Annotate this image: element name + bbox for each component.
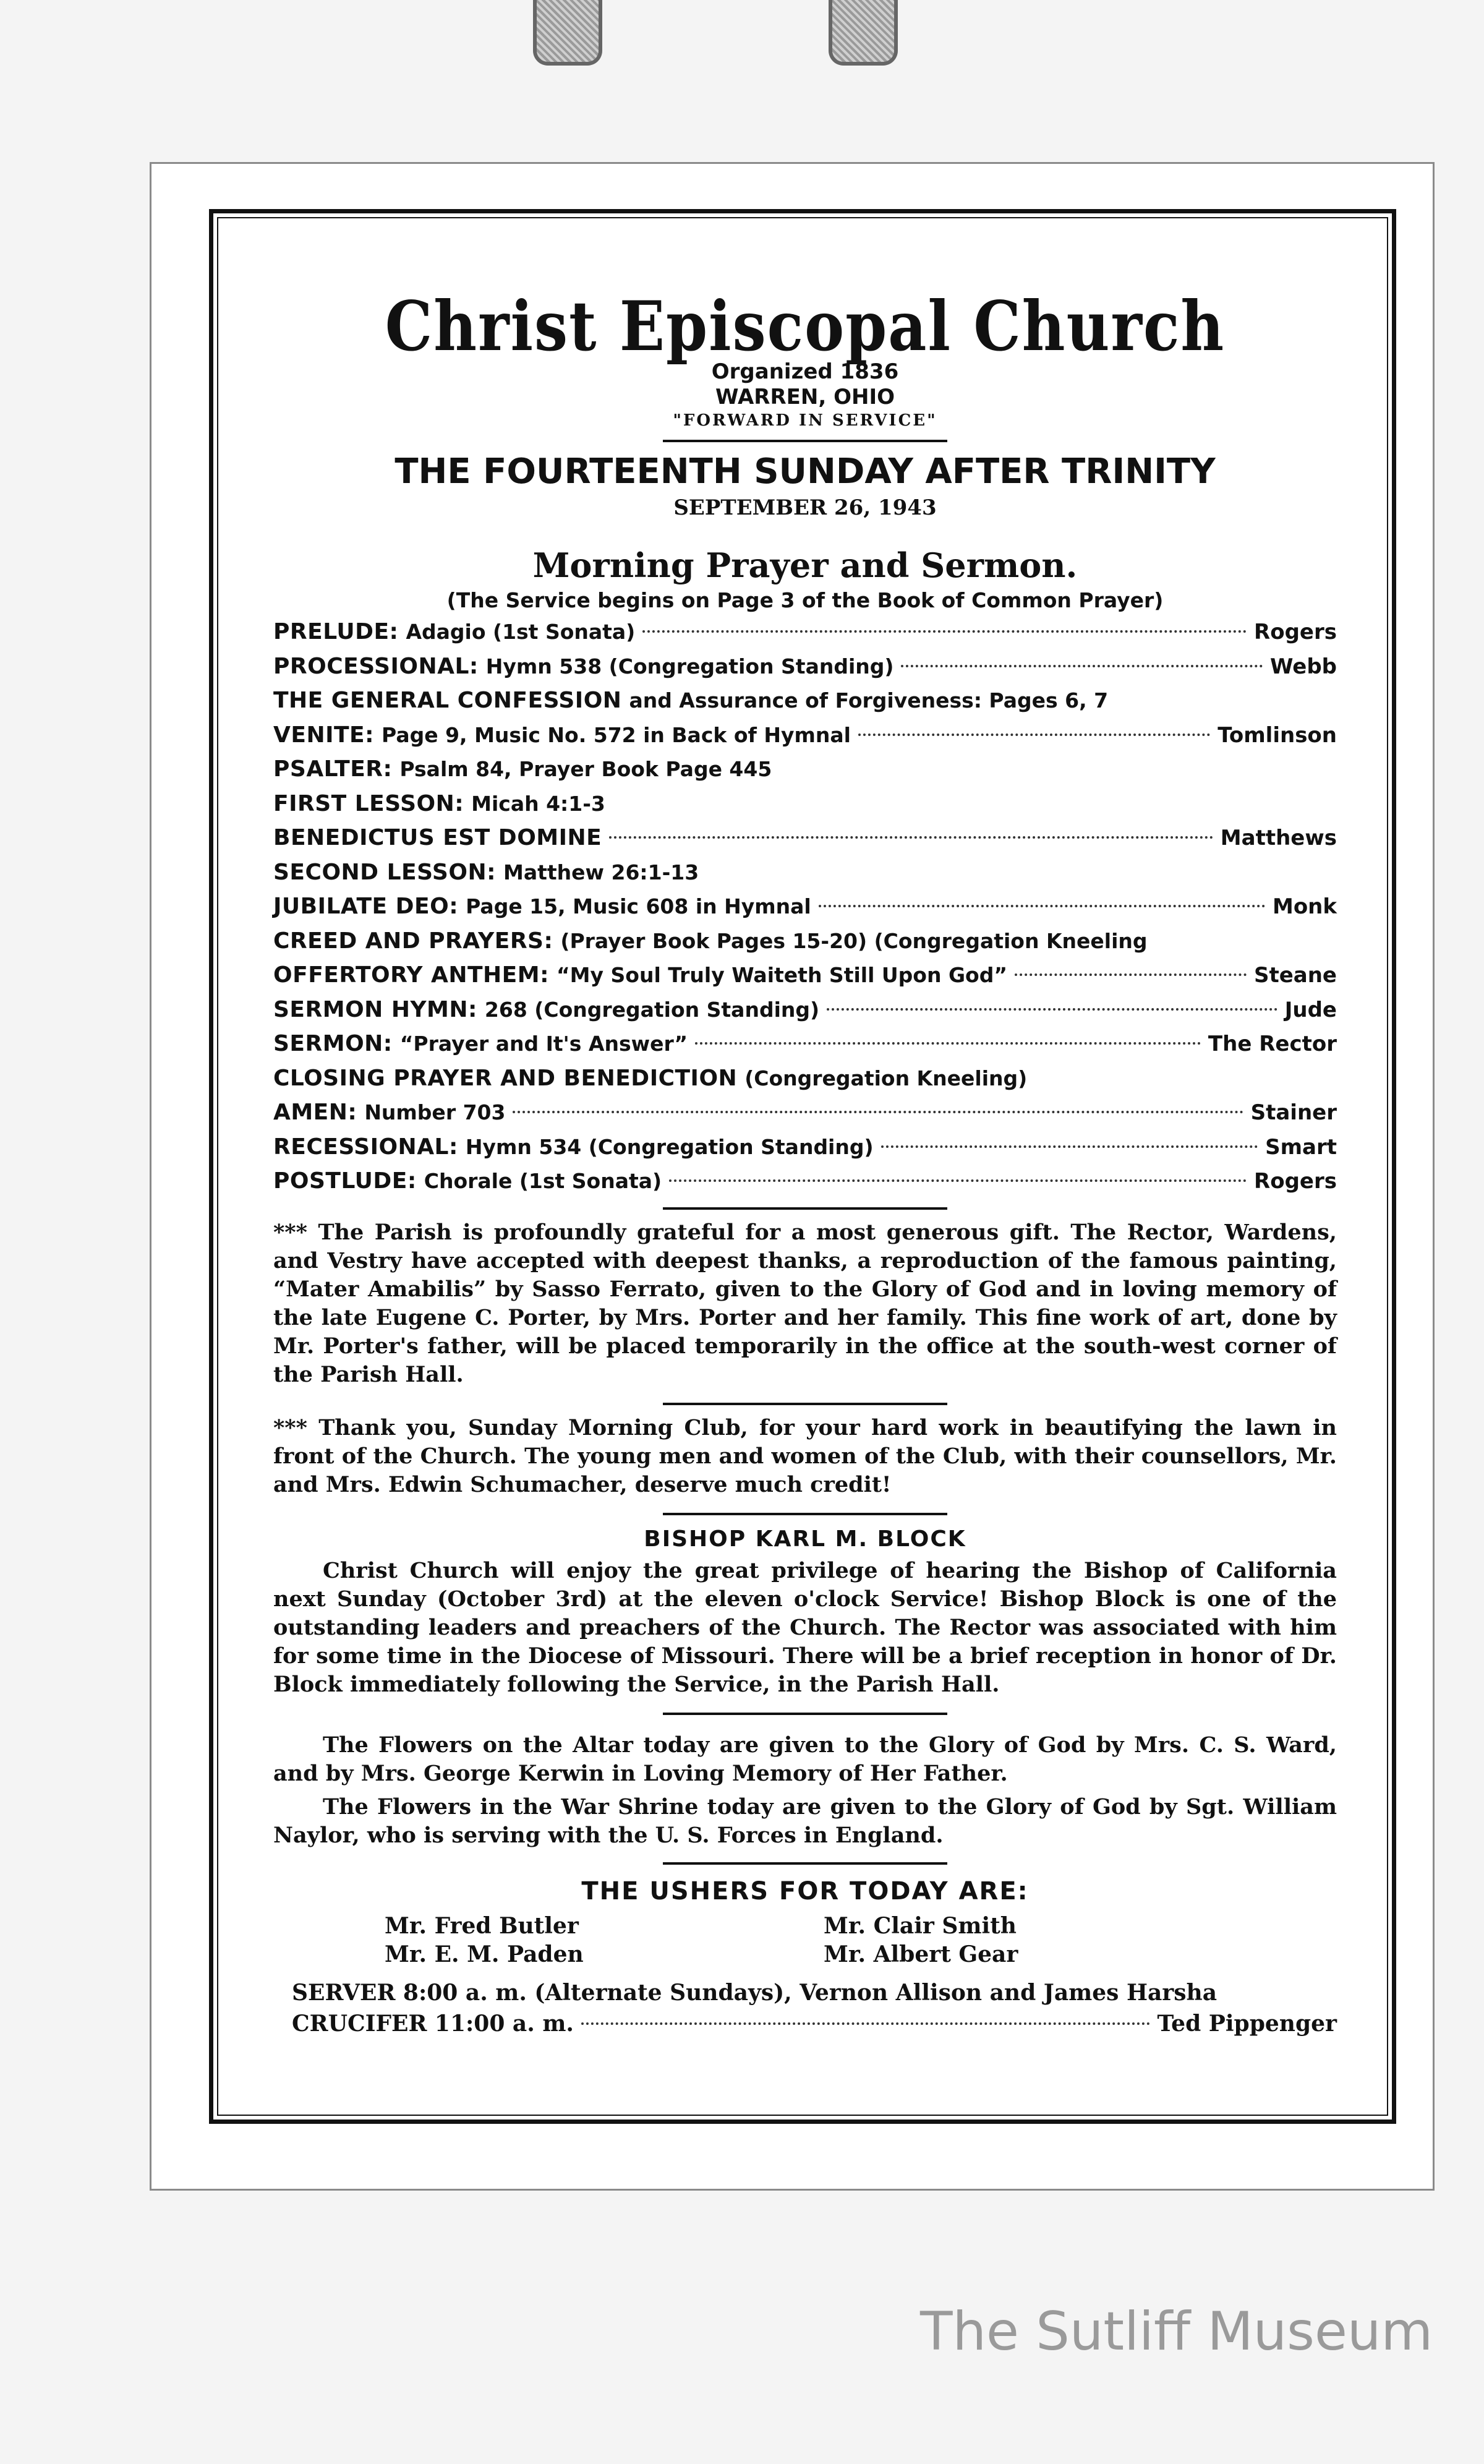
- crucifer-line: [273, 2008, 1337, 2039]
- order-item-detail: “Prayer and It's Answer”: [399, 1032, 688, 1056]
- crucifer-name: Ted Pippenger: [1157, 2010, 1337, 2037]
- order-item-person: Tomlinson: [1217, 722, 1337, 748]
- server-line: [273, 1977, 1337, 2008]
- order-item-person: Smart: [1265, 1134, 1337, 1160]
- order-item-person: Jude: [1284, 997, 1337, 1022]
- order-item-label: FIRST LESSON:: [273, 790, 464, 816]
- order-item-detail: Number 703: [364, 1100, 506, 1125]
- order-item-label: AMEN:: [273, 1100, 357, 1126]
- order-item: [273, 889, 1337, 924]
- shrine-flowers-note: The Flowers in the War Shrine today are given to the Glory of God by Sgt. William Naylor, who is serving with the U. S. Forces in England.: [273, 1794, 1337, 1848]
- order-item: [273, 1164, 1337, 1199]
- order-item: [273, 615, 1337, 649]
- order-item-person: Webb: [1269, 654, 1337, 679]
- usher-name: Mr. Fred Butler: [385, 1912, 579, 1939]
- bulletin-content: [273, 260, 1337, 2039]
- dot-leader: [858, 734, 1210, 736]
- service-subtitle: (The Service begins on Page 3 of the Book of Common Prayer): [446, 588, 1164, 612]
- order-item-detail: and Assurance of Forgiveness: Pages 6, 7: [629, 688, 1109, 713]
- ushers-list: [273, 1912, 1337, 1969]
- order-item-person: The Rector: [1208, 1032, 1337, 1057]
- dot-leader: [827, 1008, 1277, 1011]
- church-name: Christ Episcopal Church: [385, 286, 1226, 367]
- order-item-label: VENITE:: [273, 722, 375, 748]
- order-item-label: SERMON HYMN:: [273, 996, 477, 1022]
- order-item-label: POSTLUDE:: [273, 1168, 417, 1194]
- order-item: [273, 821, 1337, 855]
- location-line: WARREN, OHIO: [715, 385, 895, 410]
- order-item: [273, 958, 1337, 993]
- dot-leader: [642, 630, 1247, 633]
- service-title: Morning Prayer and Sermon.: [532, 545, 1078, 585]
- order-item: [273, 752, 1337, 787]
- order-item-detail: Hymn 534 (Congregation Standing): [465, 1134, 874, 1159]
- usher-name: Mr. Clair Smith: [824, 1912, 1017, 1939]
- order-item-label: CREED AND PRAYERS:: [273, 928, 553, 954]
- order-item-label: THE GENERAL CONFESSION: [273, 688, 622, 714]
- usher-name: Mr. Albert Gear: [824, 1941, 1018, 1967]
- order-item-label: PROCESSIONAL:: [273, 653, 479, 679]
- order-item: [273, 1130, 1337, 1165]
- order-item-label: JUBILATE DEO:: [273, 894, 459, 920]
- dot-leader: [669, 1179, 1247, 1182]
- dot-leader: [513, 1111, 1243, 1113]
- gift-announcement: *** The Parish is profoundly grateful for a most generous gift. The Rector, Wardens, and Vestry have accepted with deepest thanks, a reproduction of the famous painting, “Mater Amabilis” by Sasso Ferrato, given to the Glory of God and in loving memory of the late Eugene C. Porter, by Mrs. Porter and her family. This fine work of art, done by Mr. Porter's father, will be placed temporarily in the office at the south-west corner of the Parish Hall.: [273, 1219, 1337, 1387]
- order-item-label: PSALTER:: [273, 756, 393, 782]
- order-item: [273, 683, 1337, 718]
- order-item: [273, 855, 1337, 890]
- order-item: [273, 1027, 1337, 1061]
- dot-leader: [881, 1145, 1258, 1148]
- order-item: [273, 1095, 1337, 1130]
- dot-leader: [1015, 973, 1247, 976]
- order-item-detail: (Congregation Kneeling): [744, 1066, 1028, 1090]
- thanks-announcement: *** Thank you, Sunday Morning Club, for your hard work in beautifying the lawn in front of the Church. The young men and women of the Club, with their counsellors, Mr. and Mrs. Edwin Schumacher, deserve much credit!: [273, 1414, 1337, 1497]
- order-item-detail: 268 (Congregation Standing): [484, 997, 820, 1022]
- bishop-announcement: Christ Church will enjoy the great privilege of hearing the Bishop of California next Sunday (October 3rd) at the eleven o'clock Service! Bishop Block is one of the outstanding leaders and preachers of the Church. The Rector was associated with him for some time in the Diocese of Missouri. There will be a brief reception in honor of Dr. Block immediately following the Service, in the Parish Hall.: [273, 1557, 1337, 1697]
- order-of-service: [273, 615, 1337, 1199]
- bishop-heading: BISHOP KARL M. BLOCK: [644, 1526, 966, 1552]
- museum-watermark: The Sutliff Museum: [920, 2301, 1433, 2363]
- service-date: SEPTEMBER 26, 1943: [673, 495, 937, 520]
- motto: "FORWARD IN SERVICE": [673, 411, 937, 430]
- order-item: [273, 649, 1337, 684]
- order-item-label: RECESSIONAL:: [273, 1134, 458, 1160]
- order-item-label: PRELUDE:: [273, 619, 399, 645]
- order-item-label: CLOSING PRAYER AND BENEDICTION: [273, 1065, 738, 1091]
- order-item-detail: Matthew 26:1-13: [503, 860, 699, 884]
- order-item-detail: Micah 4:1-3: [471, 791, 605, 816]
- divider: [663, 1862, 947, 1865]
- order-item-label: SERMON:: [273, 1031, 393, 1057]
- dot-leader: [609, 836, 1213, 839]
- order-item-detail: Adagio (1st Sonata): [406, 620, 636, 644]
- order-item-person: Rogers: [1254, 620, 1337, 645]
- occasion-title: THE FOURTEENTH SUNDAY AFTER TRINITY: [394, 451, 1216, 492]
- crucifer-label: CRUCIFER 11:00 a. m.: [292, 2010, 574, 2037]
- divider: [663, 440, 947, 442]
- dot-leader: [695, 1042, 1201, 1045]
- order-item-label: BENEDICTUS EST DOMINE: [273, 825, 602, 851]
- divider: [663, 1403, 947, 1405]
- order-item-label: SECOND LESSON:: [273, 859, 496, 885]
- divider: [663, 1513, 947, 1515]
- order-item: [273, 924, 1337, 959]
- organized-line: Organized 1836: [711, 359, 899, 384]
- binder-clip-left: [533, 0, 602, 66]
- ushers-heading: THE USHERS FOR TODAY ARE:: [581, 1876, 1029, 1906]
- divider: [663, 1207, 947, 1210]
- order-item-detail: “My Soul Truly Waiteth Still Upon God”: [556, 963, 1008, 988]
- order-item-detail: Psalm 84, Prayer Book Page 445: [399, 757, 772, 782]
- usher-name: Mr. E. M. Paden: [385, 1941, 584, 1967]
- binder-clip-right: [829, 0, 898, 66]
- order-item-person: Steane: [1253, 963, 1337, 988]
- server-text: SERVER 8:00 a. m. (Alternate Sundays), Vernon Allison and James Harsha: [292, 1979, 1217, 2006]
- dot-leader: [819, 905, 1265, 907]
- order-item-detail: Page 9, Music No. 572 in Back of Hymnal: [382, 722, 851, 747]
- order-item-person: Monk: [1272, 894, 1337, 920]
- altar-flowers-note: The Flowers on the Altar today are given to the Glory of God by Mrs. C. S. Ward, and by Mrs. George Kerwin in Loving Memory of Her Father.: [273, 1732, 1337, 1786]
- order-item-label: OFFERTORY ANTHEM:: [273, 962, 549, 988]
- dot-leader: [901, 665, 1262, 667]
- order-item-person: Rogers: [1254, 1169, 1337, 1194]
- order-item: [273, 993, 1337, 1027]
- order-item-detail: Page 15, Music 608 in Hymnal: [466, 894, 811, 919]
- divider: [663, 1713, 947, 1715]
- order-item-detail: (Prayer Book Pages 15-20) (Congregation Kneeling: [560, 928, 1148, 953]
- order-item: [273, 787, 1337, 821]
- masthead: [273, 286, 1337, 612]
- order-item-detail: Chorale (1st Sonata): [424, 1169, 662, 1194]
- order-item: [273, 1061, 1337, 1096]
- order-item-detail: Hymn 538 (Congregation Standing): [485, 654, 894, 678]
- dot-leader: [581, 2022, 1150, 2025]
- order-item: [273, 718, 1337, 753]
- order-item-person: Stainer: [1250, 1100, 1337, 1126]
- order-item-person: Matthews: [1220, 826, 1337, 851]
